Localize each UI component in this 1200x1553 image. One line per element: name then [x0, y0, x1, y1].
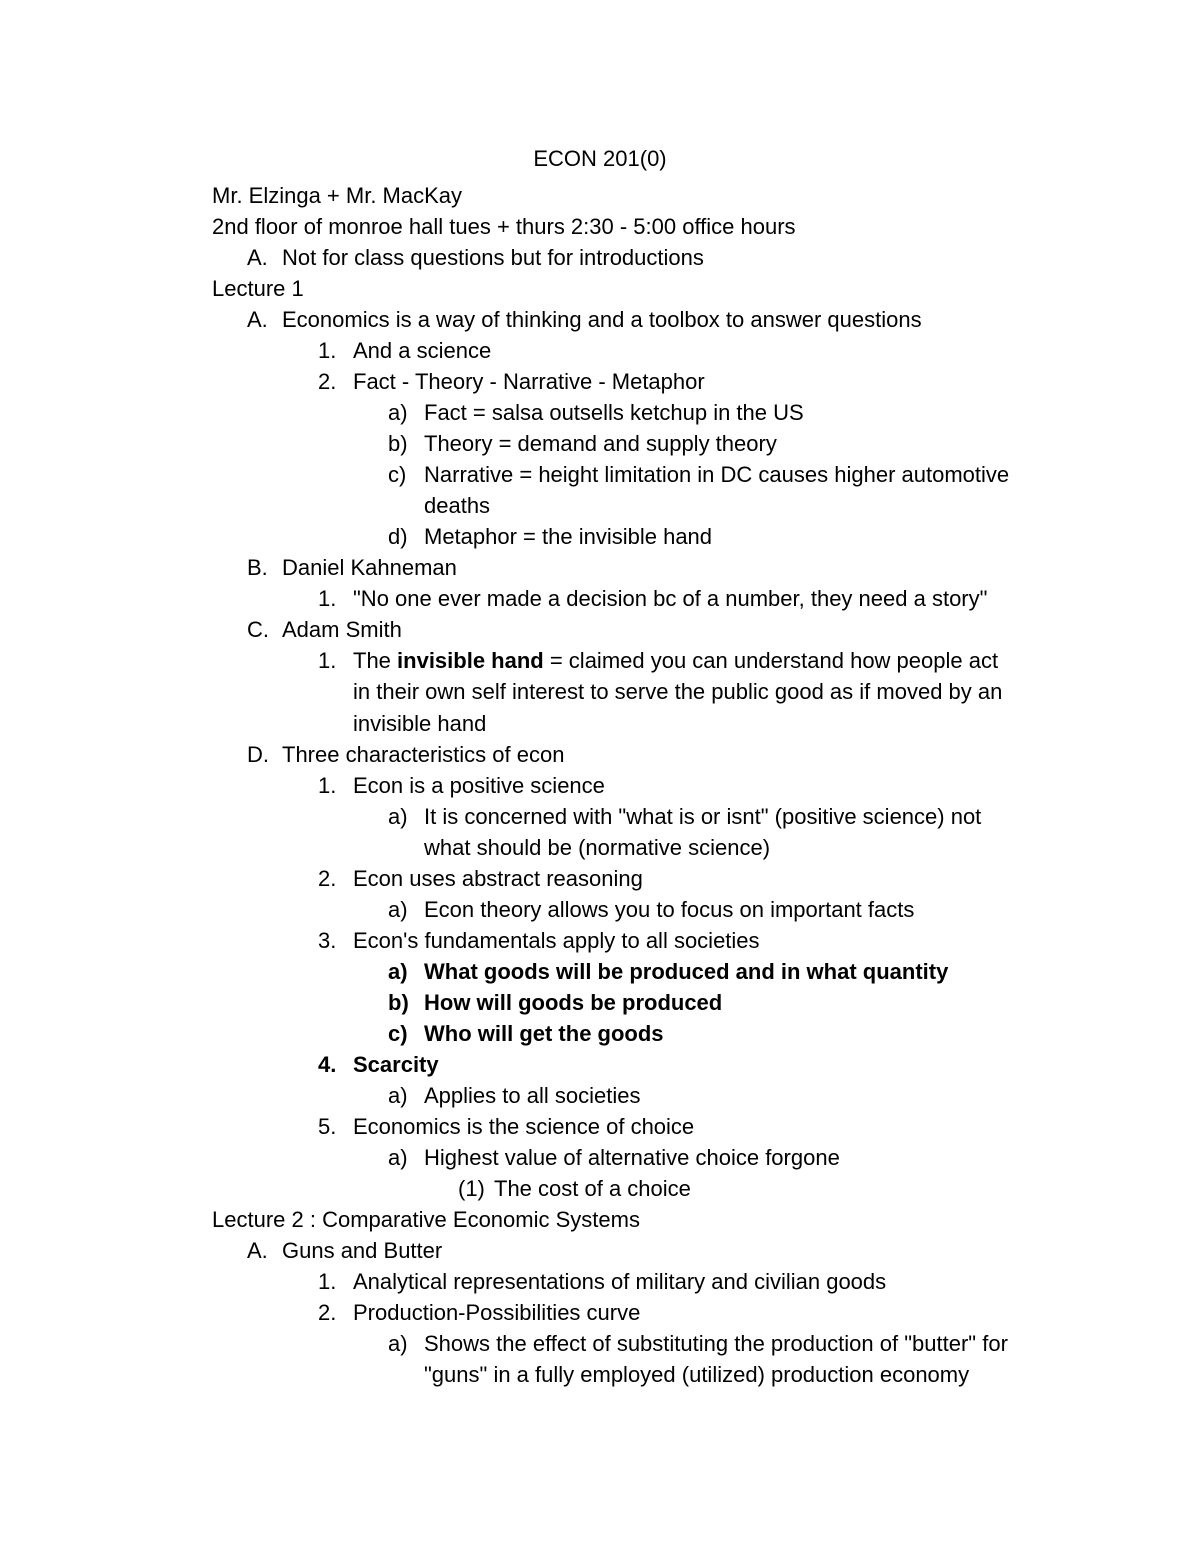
item-marker: 5.: [318, 1114, 337, 1139]
item-text: Scarcity: [353, 1052, 439, 1077]
item-text: Econ theory allows you to focus on important facts: [424, 897, 915, 922]
item-marker: A.: [247, 307, 268, 332]
item-marker: c): [388, 1021, 408, 1046]
item-text: Econ's fundamentals apply to all societies: [353, 928, 760, 953]
item-marker: 1.: [318, 1269, 337, 1294]
item-text: Fact = salsa outsells ketchup in the US: [424, 400, 804, 425]
item-text: Applies to all societies: [424, 1083, 641, 1108]
item-marker: 2.: [318, 866, 337, 891]
item-marker: 1.: [318, 338, 337, 363]
item-marker: 3.: [318, 928, 337, 953]
item-text: Not for class questions but for introductions: [282, 245, 704, 270]
item-text: It is concerned with "what is or isnt" (positive science) not: [424, 804, 982, 829]
item-marker: 1.: [318, 773, 337, 798]
item-text: Lecture 2 : Comparative Economic Systems: [212, 1207, 640, 1232]
item-marker: a): [388, 1331, 408, 1356]
item-text: Daniel Kahneman: [282, 555, 457, 580]
item-text: Economics is a way of thinking and a toolbox to answer questions: [282, 307, 922, 332]
item-text: in their own self interest to serve the public good as if moved by an: [353, 679, 1003, 704]
item-marker: A.: [247, 245, 268, 270]
item-text: Guns and Butter: [282, 1238, 443, 1263]
item-text: Theory = demand and supply theory: [424, 431, 777, 456]
item-text: Metaphor = the invisible hand: [424, 524, 713, 549]
item-text: And a science: [353, 338, 492, 363]
item-text: deaths: [424, 493, 491, 518]
item-text: Adam Smith: [282, 617, 402, 642]
item-text: The cost of a choice: [494, 1176, 691, 1201]
item-marker: a): [388, 400, 408, 425]
item-text-post: = claimed you can understand how people act: [543, 648, 999, 673]
item-marker: a): [388, 1145, 408, 1170]
item-marker: 1.: [318, 648, 337, 673]
item-text: Highest value of alternative choice forgone: [424, 1145, 840, 1170]
item-text: "guns" in a fully employed (utilized) production economy: [424, 1362, 970, 1387]
item-marker: 1.: [318, 586, 337, 611]
item-text: Econ is a positive science: [353, 773, 605, 798]
item-text: Production-Possibilities curve: [353, 1300, 641, 1325]
item-text: Analytical representations of military and civilian goods: [353, 1269, 887, 1294]
item-marker: A.: [247, 1238, 268, 1263]
item-text: How will goods be produced: [424, 990, 723, 1015]
item-marker: 2.: [318, 1300, 337, 1325]
item-text: invisible hand: [353, 711, 487, 736]
item-text: Narrative = height limitation in DC causes higher automotive: [424, 462, 1010, 487]
item-text: Three characteristics of econ: [282, 742, 565, 767]
item-marker: b): [388, 431, 408, 456]
item-marker: a): [388, 804, 408, 829]
item-marker: a): [388, 959, 408, 984]
item-text: [353, 645, 998, 676]
item-text-bold: invisible hand: [397, 648, 544, 673]
item-text-pre: The: [353, 648, 398, 673]
item-text: Economics is the science of choice: [353, 1114, 695, 1139]
item-text: 2nd floor of monroe hall tues + thurs 2:30 - 5:00 office hours: [212, 214, 796, 239]
page-title: ECON 201(0): [533, 146, 667, 171]
item-marker: 4.: [318, 1052, 337, 1077]
item-text: What goods will be produced and in what quantity: [424, 959, 949, 984]
item-marker: a): [388, 1083, 408, 1108]
item-marker: (1): [458, 1176, 485, 1201]
item-text: "No one ever made a decision bc of a number, they need a story": [353, 586, 988, 611]
item-marker: b): [388, 990, 409, 1015]
item-text: Fact - Theory - Narrative - Metaphor: [353, 369, 705, 394]
item-marker: B.: [247, 555, 268, 580]
item-marker: c): [388, 462, 407, 487]
item-text: Lecture 1: [212, 276, 304, 301]
item-marker: a): [388, 897, 408, 922]
item-marker: C.: [247, 617, 269, 642]
item-text: Shows the effect of substituting the production of "butter" for: [424, 1331, 1008, 1356]
item-text: Who will get the goods: [424, 1021, 664, 1046]
item-text: Mr. Elzinga + Mr. MacKay: [212, 183, 463, 208]
item-marker: 2.: [318, 369, 337, 394]
item-text: Econ uses abstract reasoning: [353, 866, 643, 891]
item-marker: D.: [247, 742, 269, 767]
item-text: what should be (normative science): [424, 835, 771, 860]
item-marker: d): [388, 524, 408, 549]
